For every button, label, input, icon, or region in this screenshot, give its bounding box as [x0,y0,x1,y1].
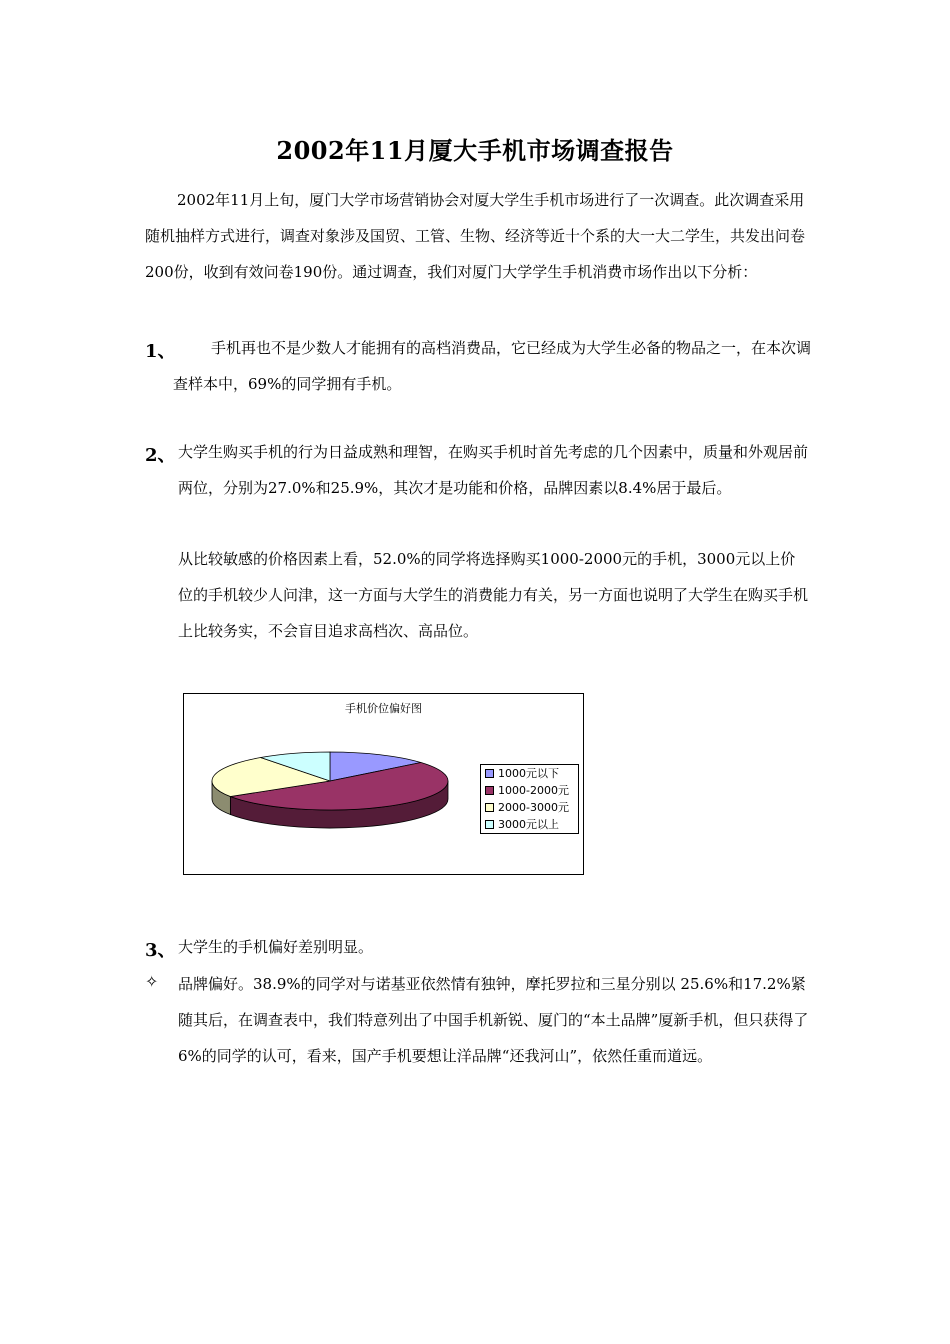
legend-label: 2000-3000元 [498,801,569,814]
chart-legend [480,764,579,834]
legend-swatch [485,820,494,829]
legend-swatch [485,786,494,795]
legend-item [481,782,578,799]
section-1-number: 1、 [145,341,176,362]
legend-item [481,799,578,816]
legend-swatch [485,769,494,778]
legend-label: 3000元以上 [498,818,559,831]
legend-swatch [485,803,494,812]
section-2-number: 2、 [145,445,176,466]
brand-preference-text: 品牌偏好。38.9%的同学对与诺基亚依然情有独钟，摩托罗拉和三星分别以 25.6%和17.2%紧随其后，在调查表中，我们特意列出了中国手机新锐、厦门的“本土品牌”厦新手机，但只获得了6%的同学的认可，看来，国产手机要想让洋品牌“还我河山”，依然任重而道远。 [178,975,809,1065]
legend-label: 1000元以下 [498,767,559,780]
section-1-text: 手机再也不是少数人才能拥有的高档消费品，它已经成为大学生必备的物品之一，在本次调查样本中，69%的同学拥有手机。 [173,339,812,393]
section-2-text: 大学生购买手机的行为日益成熟和理智，在购买手机时首先考虑的几个因素中，质量和外观居前两位，分别为27.0%和25.9%，其次才是功能和价格，品牌因素以8.4%居于最后。 [178,443,809,497]
section-3-number: 3、 [145,940,176,961]
section-3-text: 大学生的手机偏好差别明显。 [178,938,374,956]
chart-title: 手机价位偏好图 [345,702,422,715]
section-2-price-text: 从比较敏感的价格因素上看，52.0%的同学将选择购买1000-2000元的手机，3000元以上价位的手机较少人问津，这一方面与大学生的消费能力有关，另一方面也说明了大学生在购买手机上比较务实，不会盲目追求高档次、高品位。 [178,550,809,640]
legend-item [481,765,578,782]
legend-item [481,816,578,833]
intro-paragraph: 2002年11月上旬，厦门大学市场营销协会对厦大学生手机市场进行了一次调查。此次调查采用随机抽样方式进行，调查对象涉及国贸、工管、生物、经济等近十个系的大一大二学生，共发出问卷200份，收到有效问卷190份。通过调查，我们对厦门大学学生手机消费市场作出以下分析： [145,191,806,281]
legend-label: 1000-2000元 [498,784,569,797]
report-title: 2002年11月厦大手机市场调查报告 [276,136,674,165]
bullet-star-icon: ✧ [145,972,159,991]
